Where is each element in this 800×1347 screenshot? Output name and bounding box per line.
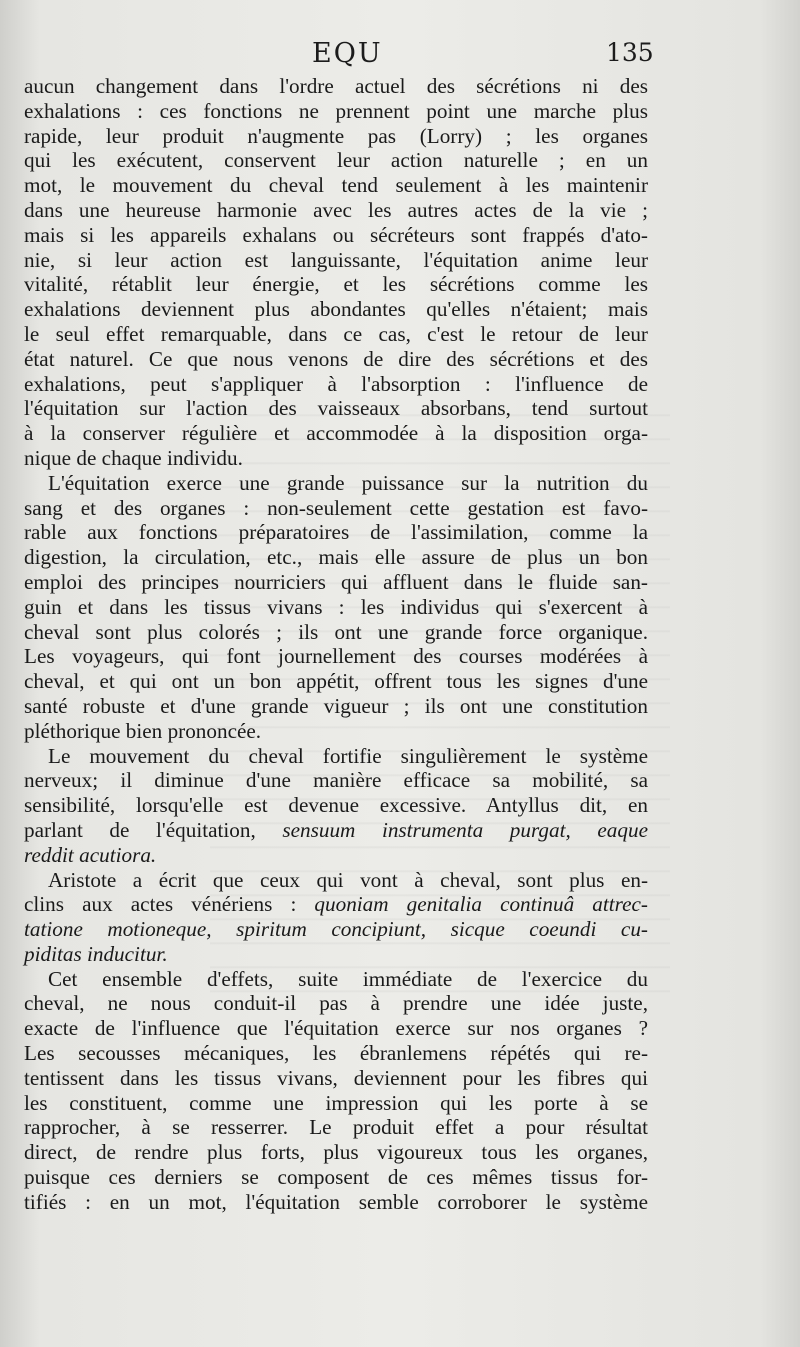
latin-quote: quoniam genitalia continuâ attrec- bbox=[314, 892, 648, 917]
text-line: rapprocher, à se resserrer. Le produit effet a pour résultat bbox=[24, 1115, 648, 1140]
text-line: emploi des principes nourriciers qui affluent dans le fluide san- bbox=[24, 569, 648, 594]
text-line: cheval sont plus colorés ; ils ont une grande force organique. bbox=[24, 619, 648, 644]
running-head: EQU bbox=[312, 38, 383, 69]
paragraph-4 bbox=[24, 868, 648, 967]
text-line: sensibilité, lorsqu'elle est devenue excessive. Antyllus dit, en bbox=[24, 793, 648, 818]
text-line: l'équitation sur l'action des vaisseaux absorbans, tend surtout bbox=[24, 396, 648, 421]
text-line: santé robuste et d'une grande vigueur ; ils ont une constitution bbox=[24, 693, 648, 718]
text-line-with-latin bbox=[24, 818, 648, 843]
text-line: Le mouvement du cheval fortifie singulièrement le système bbox=[48, 743, 648, 768]
text-line: sang et des organes : non-seulement cette gestation est favo- bbox=[24, 495, 648, 520]
page-header bbox=[20, 38, 660, 78]
text-line: Les voyageurs, qui font journellement des courses modérées à bbox=[24, 644, 648, 669]
text-line: tifiés : en un mot, l'équitation semble corroborer le système bbox=[24, 1189, 648, 1214]
paragraph-3 bbox=[24, 744, 648, 868]
text-line: cheval, et qui ont un bon appétit, offrent tous les signes d'une bbox=[24, 669, 648, 694]
text-fragment: parlant de l'équitation, bbox=[24, 817, 283, 842]
text-line: pléthorique bien prononcée. bbox=[24, 718, 262, 743]
latin-quote-line: piditas inducitur. bbox=[24, 941, 168, 966]
text-line: puisque ces derniers se composent de ces mêmes tissus for- bbox=[24, 1165, 648, 1190]
text-line: à la conserver régulière et accommodée à la disposition orga- bbox=[24, 421, 648, 446]
text-line: digestion, la circulation, etc., mais elle assure de plus un bon bbox=[24, 545, 648, 570]
text-line: nerveux; il diminue d'une manière efficace sa mobilité, sa bbox=[24, 768, 648, 793]
text-line: nie, si leur action est languissante, l'équitation anime leur bbox=[24, 247, 648, 272]
text-line: les constituent, comme une impression qui les porte à se bbox=[24, 1090, 648, 1115]
paragraph-2 bbox=[24, 471, 648, 744]
text-line: Cet ensemble d'effets, suite immédiate de l'exercice du bbox=[48, 966, 648, 991]
text-line: le seul effet remarquable, dans ce cas, c'est le retour de leur bbox=[24, 321, 648, 346]
text-line: guin et dans les tissus vivans : les individus qui s'exercent à bbox=[24, 594, 648, 619]
text-line-with-latin bbox=[24, 892, 648, 917]
text-line: aucun changement dans l'ordre actuel des sécrétions ni des bbox=[24, 74, 648, 98]
text-line: exhalations deviennent plus abondantes qu'elles n'étaient; mais bbox=[24, 297, 648, 322]
text-line: état naturel. Ce que nous venons de dire des sécrétions et des bbox=[24, 346, 648, 371]
text-line: qui les exécutent, conservent leur action naturelle ; en un bbox=[24, 148, 648, 173]
body-text bbox=[24, 74, 648, 1215]
text-line: mot, le mouvement du cheval tend seulement à les maintenir bbox=[24, 173, 648, 198]
text-line: mais si les appareils exhalans ou sécréteurs sont frappés d'ato- bbox=[24, 222, 648, 247]
latin-quote: sensuum instrumenta purgat, eaque bbox=[282, 817, 648, 842]
text-fragment: clins aux actes vénériens : bbox=[24, 892, 315, 917]
text-line: exhalations, peut s'appliquer à l'absorption : l'influence de bbox=[24, 371, 648, 396]
text-line: cheval, ne nous conduit-il pas à prendre une idée juste, bbox=[24, 991, 648, 1016]
paragraph-1 bbox=[24, 74, 648, 471]
paragraph-5 bbox=[24, 967, 648, 1215]
text-line: direct, de rendre plus forts, plus vigoureux tous les organes, bbox=[24, 1140, 648, 1165]
latin-quote-line: tatione motioneque, spiritum concipiunt, sicque coeundi cu- bbox=[24, 917, 648, 942]
text-line: Les secousses mécaniques, les ébranlemens répétés qui re- bbox=[24, 1041, 648, 1066]
text-line: dans une heureuse harmonie avec les autres actes de la vie ; bbox=[24, 197, 648, 222]
text-line: vitalité, rétablit leur énergie, et les sécrétions comme les bbox=[24, 272, 648, 297]
text-line: nique de chaque individu. bbox=[24, 445, 243, 470]
text-line: tentissent dans les tissus vivans, deviennent pour les fibres qui bbox=[24, 1065, 648, 1090]
text-line: L'équitation exerce une grande puissance sur la nutrition du bbox=[48, 470, 648, 495]
text-line: rapide, leur produit n'augmente pas (Lorry) ; les organes bbox=[24, 123, 648, 148]
latin-quote-line: reddit acutiora. bbox=[24, 842, 157, 867]
text-line: exhalations : ces fonctions ne prennent point une marche plus bbox=[24, 98, 648, 123]
text-line: rable aux fonctions préparatoires de l'assimilation, comme la bbox=[24, 520, 648, 545]
text-line: exacte de l'influence que l'équitation exerce sur nos organes ? bbox=[24, 1016, 648, 1041]
page-number: 135 bbox=[606, 38, 654, 67]
text-line: Aristote a écrit que ceux qui vont à cheval, sont plus en- bbox=[48, 867, 648, 892]
